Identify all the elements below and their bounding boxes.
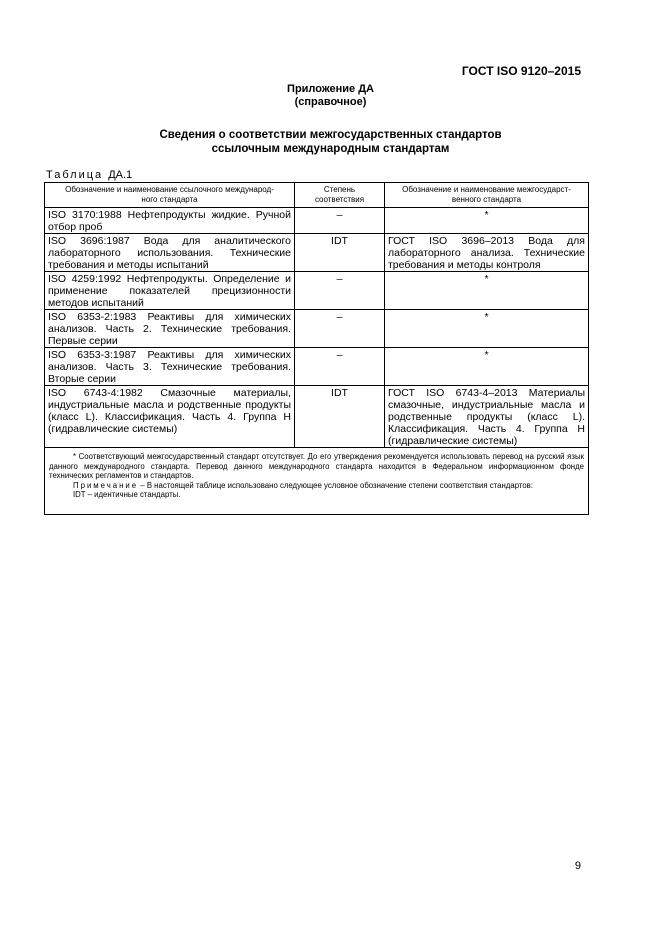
table-header-row (45, 183, 589, 208)
table-row (45, 234, 589, 272)
note-prefix: Примечание (73, 480, 139, 490)
cell-interstate: * (385, 208, 589, 234)
document-code: ГОСТ ISO 9120–2015 (461, 64, 581, 78)
cell-reference: ISO 6743-4:1982 Смазочные материалы, индустриальные масла и родственные продукты (класс L). Классификация. Часть 4. Группа H (гидравлические системы) (45, 386, 295, 448)
header-degree: Степень соответствия (295, 183, 385, 208)
cell-interstate: ГОСТ ISO 3696–2013 Вода для лабораторного анализа. Технические требования и методы контроля (385, 234, 589, 272)
cell-degree: – (295, 310, 385, 348)
table-label-number: ДА.1 (108, 169, 133, 181)
table-label (46, 169, 132, 181)
page-number: 9 (574, 860, 581, 872)
table-notes-row (45, 448, 589, 515)
table-notes (45, 448, 589, 515)
cell-reference: ISO 3170:1988 Нефтепродукты жидкие. Ручной отбор проб (45, 208, 295, 234)
header-interstate-standard: Обозначение и наименование межгосударст- венного стандарта (385, 183, 589, 208)
heading-line-1: Сведения о соответствии межгосударственных стандартов (159, 129, 502, 141)
header-international-standard: Обозначение и наименование ссылочного международ- ного стандарта (45, 183, 295, 208)
cell-degree: IDT (295, 234, 385, 272)
cell-interstate: * (385, 310, 589, 348)
idt-definition: IDT – идентичные стандарты. (73, 490, 181, 499)
correspondence-table (44, 182, 589, 515)
cell-reference: ISO 6353-3:1987 Реактивы для химических анализов. Часть 3. Технические требования. Вторые серии (45, 348, 295, 386)
cell-interstate: ГОСТ ISO 6743-4–2013 Материалы смазочные, индустриальные масла и родственные продукты (класс L). Классификация. Часть 4. Группа H (гидравлические системы) (385, 386, 589, 448)
table-row (45, 272, 589, 310)
annex-title: Приложение ДА (287, 83, 374, 95)
table-row (45, 386, 589, 448)
footnote: * Соответствующий межгосударственный стандарт отсутствует. До его утверждения рекомендуется использовать перевод на русский язык данного международного стандарта. Перевод данного международного стандарта находится в Федеральном информационном фонде технических регламентов и стандартов. (49, 452, 584, 480)
cell-reference: ISO 3696:1987 Вода для аналитического лабораторного использования. Технические требования и методы испытаний (45, 234, 295, 272)
cell-interstate: * (385, 272, 589, 310)
cell-interstate: * (385, 348, 589, 386)
section-heading (0, 128, 661, 156)
table-row (45, 310, 589, 348)
note-text: – В настоящей таблице использовано следующее условное обозначение степени соответствия стандартов: (140, 480, 533, 490)
cell-reference: ISO 6353-2:1983 Реактивы для химических анализов. Часть 2. Технические требования. Первые серии (45, 310, 295, 348)
table-row (45, 348, 589, 386)
cell-degree: – (295, 272, 385, 310)
annex-subtitle: (справочное) (294, 96, 367, 108)
cell-degree: – (295, 208, 385, 234)
cell-degree: IDT (295, 386, 385, 448)
cell-degree: – (295, 348, 385, 386)
cell-reference: ISO 4259:1992 Нефтепродукты. Определение и применение показателей прецизионности методов испытаний (45, 272, 295, 310)
table-label-prefix: Таблица (46, 169, 104, 181)
table-row (45, 208, 589, 234)
heading-line-2: ссылочным международным стандартам (211, 143, 450, 155)
note (49, 481, 584, 491)
